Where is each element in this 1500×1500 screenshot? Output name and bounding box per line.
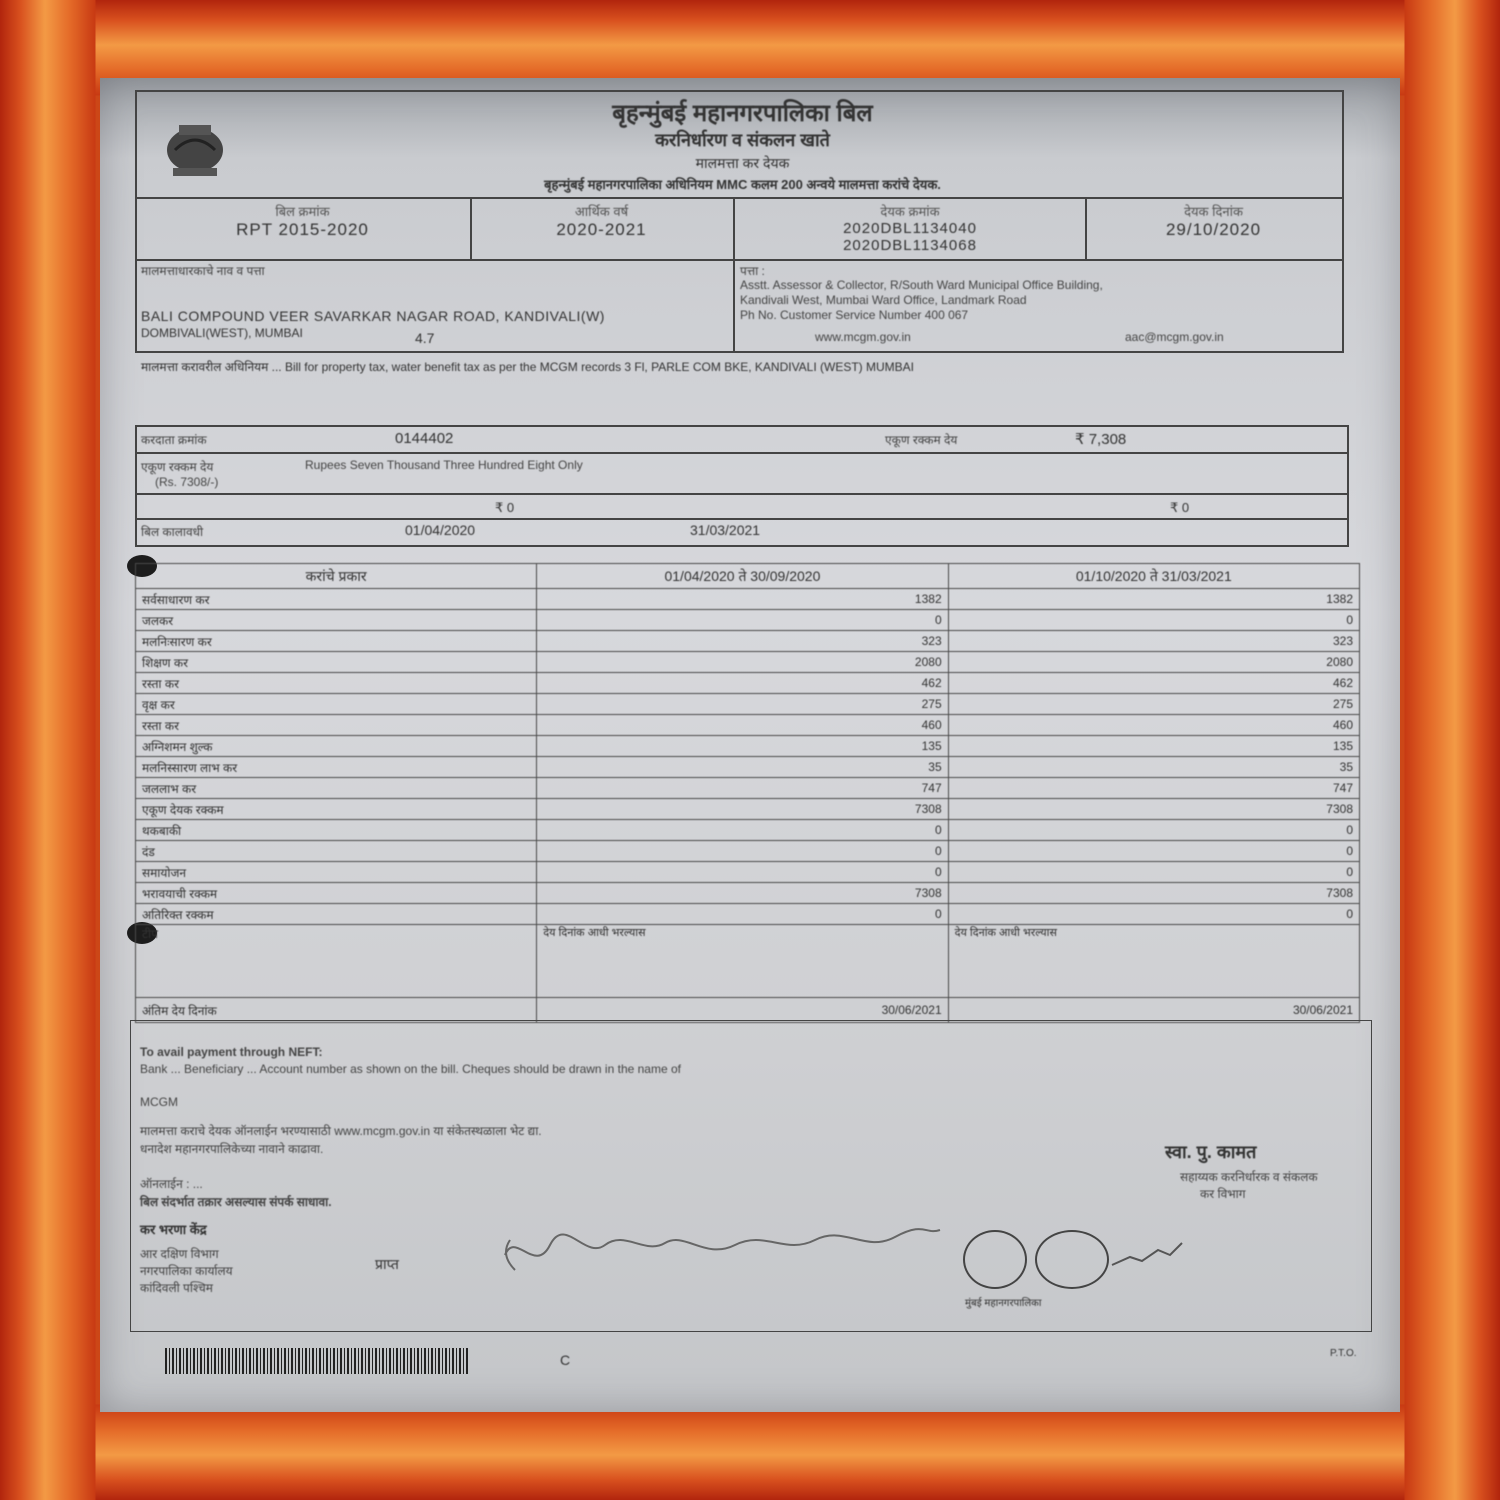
amount-in-figures: (Rs. 7308/-) — [155, 475, 219, 489]
corner-mark: P.T.O. — [1330, 1348, 1357, 1359]
invoice-number-label: देयक क्रमांक — [880, 204, 940, 219]
owner-address-line2: DOMBIVALI(WEST), MUMBAI — [141, 326, 303, 340]
second-half-amount: 462 — [948, 673, 1359, 694]
first-half-amount: 7308 — [537, 883, 948, 904]
neft-details: Bank ... Beneficiary ... Account number as shown on the bill. Cheques should be drawn in the name of — [140, 1062, 681, 1076]
table-row — [136, 862, 1360, 883]
account-number: 0144402 — [395, 430, 454, 447]
second-half-amount: 0 — [948, 610, 1359, 631]
second-half-amount: 35 — [948, 757, 1359, 778]
website: www.mcgm.gov.in — [815, 330, 911, 344]
page-mark: C — [560, 1352, 571, 1368]
table-header-row — [136, 564, 1360, 589]
collection-centre-2: नगरपालिका कार्यालय — [140, 1264, 233, 1278]
table-row — [136, 820, 1360, 841]
table-row — [136, 778, 1360, 799]
neft-heading: To avail payment through NEFT: — [140, 1045, 323, 1059]
first-half-amount: 35 — [537, 757, 948, 778]
first-half-amount: 0 — [537, 862, 948, 883]
second-half-amount: 323 — [948, 631, 1359, 652]
table-row — [136, 631, 1360, 652]
seal-text: मुंबई महानगरपालिका — [965, 1298, 1042, 1309]
cheque-note: धनादेश महानगरपालिकेच्या नावाने काढावा. — [140, 1142, 324, 1156]
second-half-amount: 0 — [948, 820, 1359, 841]
document-title: बृहन्मुंबई महानगरपालिका बिल — [612, 100, 873, 127]
department-title: करनिर्धारण व संकलन खाते — [655, 130, 830, 150]
bill-date: 29/10/2020 — [1165, 220, 1262, 239]
first-half-amount: 275 — [537, 694, 948, 715]
second-half-amount: 1382 — [948, 589, 1359, 610]
first-half-amount: 747 — [537, 778, 948, 799]
second-half-amount: 0 — [948, 841, 1359, 862]
first-half-amount: 2080 — [537, 652, 948, 673]
office-address-line1: Asstt. Assessor & Collector, R/South Ward Municipal Office Building, — [740, 278, 1103, 292]
signatory-department: कर विभाग — [1200, 1187, 1246, 1201]
previous-dues-1: ₹ 0 — [495, 500, 515, 515]
period-to: 31/03/2021 — [690, 522, 761, 538]
due-date-label: अंतिम देय दिनांक — [136, 998, 537, 1023]
col-header-tax-type: करांचे प्रकार — [136, 564, 537, 589]
tax-type-cell: थकबाकी — [136, 820, 537, 841]
note-second-half: देय दिनांक आधी भरल्यास — [948, 925, 1359, 998]
period-label: बिल कालावधी — [141, 525, 204, 539]
first-half-amount: 0 — [537, 904, 948, 925]
tax-type-cell: रस्ता कर — [136, 673, 537, 694]
signature-stroke-icon — [1110, 1235, 1190, 1275]
first-half-amount: 323 — [537, 631, 948, 652]
financial-year: 2020-2021 — [556, 220, 647, 239]
tax-bill-document — [100, 78, 1400, 1412]
second-half-amount: 2080 — [948, 652, 1359, 673]
first-half-amount: 135 — [537, 736, 948, 757]
collection-centre-3: कांदिवली पश्चिम — [140, 1281, 213, 1295]
email: aac@mcgm.gov.in — [1125, 330, 1224, 344]
second-half-amount: 275 — [948, 694, 1359, 715]
due-date-first-half: 30/06/2021 — [537, 998, 948, 1023]
barcode-icon — [165, 1348, 470, 1374]
tax-type-cell: मलनिःसारण कर — [136, 631, 537, 652]
table-row — [136, 799, 1360, 820]
table-row — [136, 736, 1360, 757]
collection-centre-1: आर दक्षिण विभाग — [140, 1247, 219, 1261]
amount-in-words-label: एकूण रक्कम देय — [141, 460, 214, 474]
second-half-amount: 7308 — [948, 883, 1359, 904]
owner-address-line3: 4.7 — [415, 330, 435, 346]
first-half-amount: 0 — [537, 610, 948, 631]
tax-type-cell: अतिरिक्त रक्कम — [136, 904, 537, 925]
note-label: टीप — [136, 925, 537, 998]
financial-year-label: आर्थिक वर्ष — [574, 204, 629, 219]
due-date-second-half: 30/06/2021 — [948, 998, 1359, 1023]
tax-type-cell: मलनिस्सारण लाभ कर — [136, 757, 537, 778]
tax-type-cell: एकूण देयक रक्कम — [136, 799, 537, 820]
divider — [135, 518, 1347, 520]
tax-type-cell: अग्निशमन शुल्क — [136, 736, 537, 757]
net-amount-label: एकूण रक्कम देय — [885, 433, 958, 447]
table-row — [136, 610, 1360, 631]
account-label: करदाता क्रमांक — [141, 433, 207, 447]
header-note: बृहन्मुंबई महानगरपालिका अधिनियम MMC कलम 200 अन्वये मालमत्ता करांचे देयक. — [544, 177, 941, 192]
office-address-line2: Kandivali West, Mumbai Ward Office, Landmark Road — [740, 293, 1027, 307]
table-row — [136, 904, 1360, 925]
bill-date-label: देयक दिनांक — [1184, 204, 1243, 219]
bill-number-label: बिल क्रमांक — [275, 204, 330, 219]
tax-type-cell: जलकर — [136, 610, 537, 631]
first-half-amount: 7308 — [537, 799, 948, 820]
signature: स्वा. पु. कामत — [1165, 1142, 1257, 1162]
owner-address-line1: BALI COMPOUND VEER SAVARKAR NAGAR ROAD, KANDIVALI(W) — [141, 308, 605, 324]
second-half-amount: 747 — [948, 778, 1359, 799]
complaint-note: बिल संदर्भात तक्रार असल्यास संपर्क साधावा. — [140, 1195, 332, 1209]
invoice-numbers: 2020DBL1134040 2020DBL1134068 — [843, 220, 977, 254]
online-payment-note: मालमत्ता कराचे देयक ऑनलाईन भरण्यासाठी www.mcgm.gov.in या संकेतस्थळाला भेट द्या. — [140, 1124, 542, 1138]
tax-type-cell: शिक्षण कर — [136, 652, 537, 673]
divider — [733, 259, 735, 353]
tax-type-cell: भरावयाची रक्कम — [136, 883, 537, 904]
bill-number: RPT 2015-2020 — [236, 220, 369, 239]
first-half-amount: 462 — [537, 673, 948, 694]
tax-type-cell: समायोजन — [136, 862, 537, 883]
tax-type-cell: जललाभ कर — [136, 778, 537, 799]
table-row — [136, 841, 1360, 862]
office-label: पत्ता : — [740, 264, 765, 278]
office-address-line3: Ph No. Customer Service Number 400 067 — [740, 308, 969, 322]
second-half-amount: 0 — [948, 904, 1359, 925]
table-row — [136, 589, 1360, 610]
second-half-amount: 0 — [948, 862, 1359, 883]
cheque-payee: MCGM — [140, 1095, 178, 1109]
table-row — [136, 694, 1360, 715]
received-label: प्राप्त — [375, 1256, 399, 1272]
net-amount: ₹ 7,308 — [1075, 431, 1127, 448]
second-half-amount: 135 — [948, 736, 1359, 757]
period-from: 01/04/2020 — [405, 522, 476, 538]
handwritten-note-icon — [495, 1215, 955, 1285]
table-row — [136, 925, 1360, 998]
previous-dues-2: ₹ 0 — [1170, 500, 1190, 515]
first-half-amount: 0 — [537, 841, 948, 862]
official-seal-icon — [963, 1230, 1027, 1289]
official-seal-icon — [1035, 1230, 1109, 1289]
col-header-first-half: 01/04/2020 ते 30/09/2020 — [537, 564, 948, 589]
col-header-second-half: 01/10/2020 ते 31/03/2021 — [948, 564, 1359, 589]
owner-label: मालमत्ताधारकाचे नाव व पत्ता — [141, 264, 265, 278]
tax-type-cell: रस्ता कर — [136, 715, 537, 736]
second-half-amount: 7308 — [948, 799, 1359, 820]
table-row — [136, 715, 1360, 736]
second-half-amount: 460 — [948, 715, 1359, 736]
first-half-amount: 1382 — [537, 589, 948, 610]
amount-in-words: Rupees Seven Thousand Three Hundred Eight Only — [305, 458, 583, 472]
tax-type-cell: दंड — [136, 841, 537, 862]
signatory-role: सहाय्यक करनिर्धारक व संकलक — [1180, 1170, 1318, 1184]
table-row — [136, 652, 1360, 673]
collection-centre-label: कर भरणा केंद्र — [140, 1222, 207, 1237]
remarks: मालमत्ता करावरील अधिनियम ... Bill for property tax, water benefit tax as per the MCGM records 3 Fl, PARLE COM BKE, KANDIVALI (WEST) MUMBAI — [141, 360, 915, 374]
table-row — [136, 883, 1360, 904]
divider — [135, 452, 1347, 454]
divider — [135, 493, 1347, 495]
tax-type-cell: वृक्ष कर — [136, 694, 537, 715]
bill-type: मालमत्ता कर देयक — [695, 155, 790, 171]
tax-breakdown-table — [135, 563, 1360, 1023]
table-row — [136, 998, 1360, 1023]
online-note: ऑनलाईन : ... — [140, 1177, 203, 1191]
table-row — [136, 757, 1360, 778]
note-first-half: देय दिनांक आधी भरल्यास — [537, 925, 948, 998]
table-row — [136, 673, 1360, 694]
first-half-amount: 460 — [537, 715, 948, 736]
tax-type-cell: सर्वसाधारण कर — [136, 589, 537, 610]
first-half-amount: 0 — [537, 820, 948, 841]
